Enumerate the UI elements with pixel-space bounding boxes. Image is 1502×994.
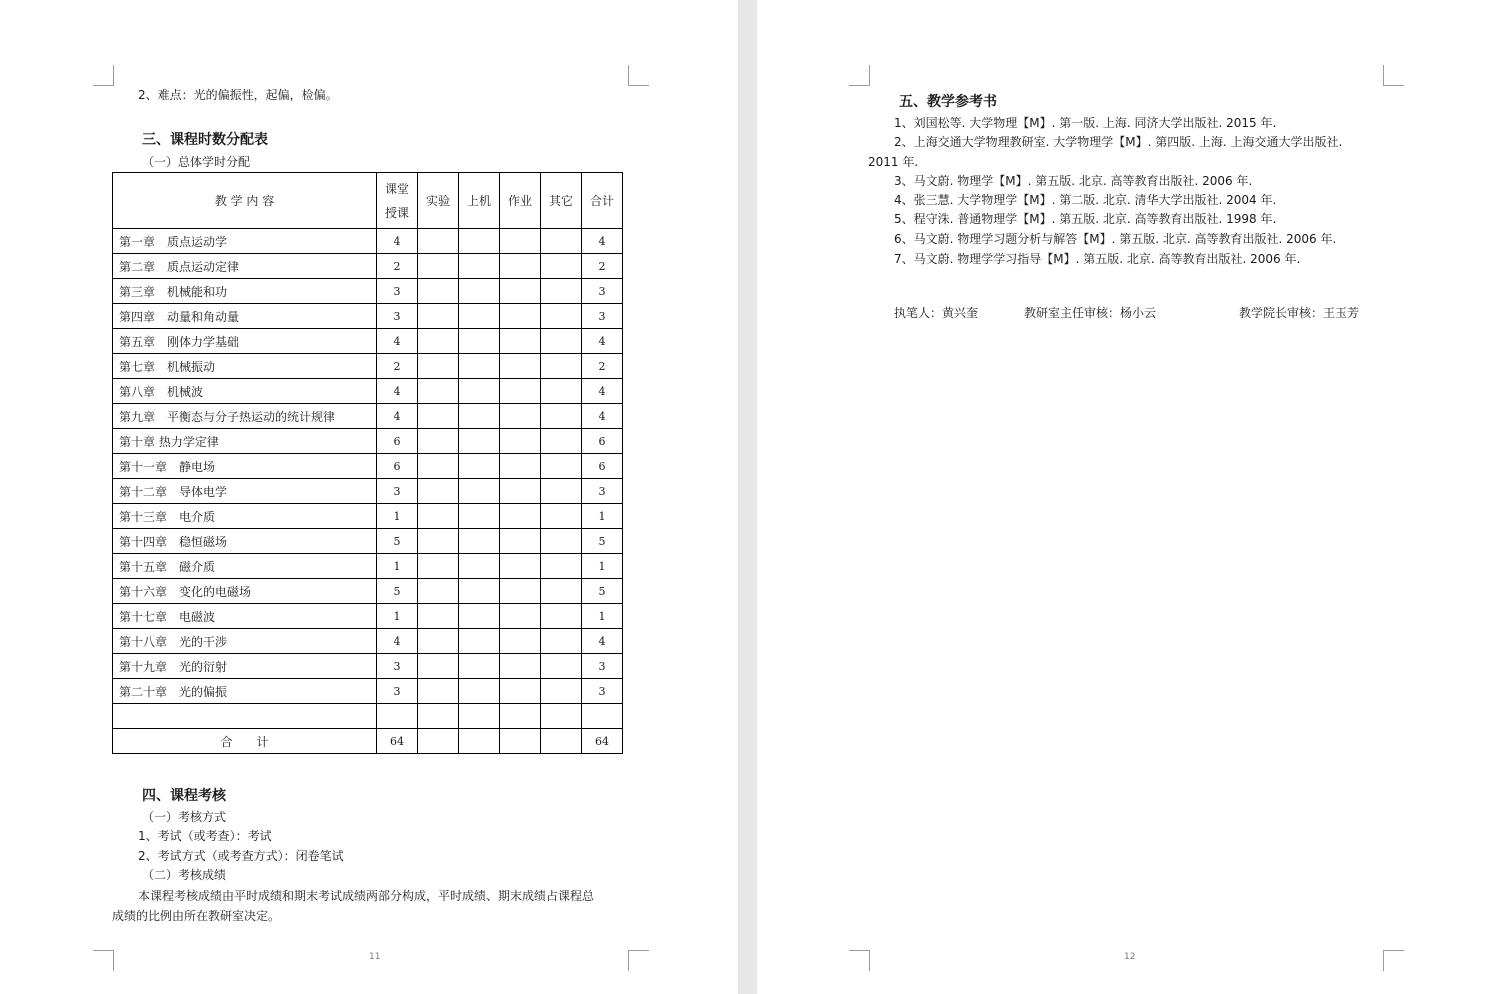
empty-cell — [541, 504, 582, 529]
empty-cell — [500, 554, 541, 579]
margin-corner-mark — [1383, 950, 1404, 971]
empty-cell — [541, 729, 582, 754]
signature-author: 执笔人：黄兴奎 — [894, 306, 979, 320]
chapter-cell: 第三章 机械能和功 — [113, 279, 377, 304]
empty-cell — [418, 604, 459, 629]
total-hours-cell: 1 — [582, 504, 623, 529]
empty-cell — [418, 429, 459, 454]
empty-cell — [418, 379, 459, 404]
total-hours-cell — [582, 704, 623, 729]
assessment-paragraph-line-1: 本课程考核成绩由平时成绩和期末考试成绩两部分构成，平时成绩、期末成绩占课程总 — [138, 889, 595, 903]
empty-cell — [459, 304, 500, 329]
document-page-12 — [757, 0, 1502, 994]
subsection-total-hours: （一）总体学时分配 — [142, 155, 251, 169]
chapter-cell: 第十八章 光的干涉 — [113, 629, 377, 654]
signature-director: 教研室主任审核：杨小云 — [1024, 306, 1157, 320]
table-header-row — [113, 173, 623, 229]
lecture-hours-cell: 3 — [377, 279, 418, 304]
empty-cell — [459, 729, 500, 754]
table-row — [113, 529, 623, 554]
empty-cell — [541, 704, 582, 729]
empty-cell — [459, 554, 500, 579]
grand-total-cell: 64 — [582, 729, 623, 754]
table-row — [113, 429, 623, 454]
table-header-cell: 实验 — [418, 173, 459, 229]
empty-cell — [459, 679, 500, 704]
chapter-cell: 第一章 质点运动学 — [113, 229, 377, 254]
chapter-cell: 第十三章 电介质 — [113, 504, 377, 529]
empty-cell — [418, 454, 459, 479]
empty-cell — [541, 679, 582, 704]
lecture-hours-cell: 6 — [377, 429, 418, 454]
subsection-assessment-grade: （二）考核成绩 — [142, 868, 227, 882]
chapter-cell: 第五章 刚体力学基础 — [113, 329, 377, 354]
empty-cell — [500, 479, 541, 504]
margin-corner-mark — [1383, 65, 1404, 86]
page-number: 11 — [369, 952, 381, 962]
empty-cell — [418, 304, 459, 329]
reference-3: 3、马文蔚. 物理学【M】. 第五版. 北京. 高等教育出版社. 2006 年. — [894, 174, 1253, 188]
table-row — [113, 304, 623, 329]
subsection-assessment-method: （一）考核方式 — [142, 810, 227, 824]
hours-allocation-table — [112, 172, 623, 754]
empty-cell — [541, 529, 582, 554]
empty-cell — [541, 454, 582, 479]
chapter-cell: 第二章 质点运动定律 — [113, 254, 377, 279]
table-header-cell: 作业 — [500, 173, 541, 229]
total-hours-cell: 3 — [582, 479, 623, 504]
empty-cell — [500, 729, 541, 754]
empty-cell — [418, 279, 459, 304]
reference-6: 6、马文蔚. 物理学习题分析与解答【M】. 第五版. 北京. 高等教育出版社. 2006 年. — [894, 232, 1337, 246]
total-hours-cell: 4 — [582, 379, 623, 404]
empty-cell — [541, 354, 582, 379]
empty-cell — [418, 554, 459, 579]
empty-cell — [500, 329, 541, 354]
total-hours-cell: 3 — [582, 679, 623, 704]
table-row — [113, 279, 623, 304]
empty-cell — [500, 529, 541, 554]
empty-cell — [459, 579, 500, 604]
table-total-row — [113, 729, 623, 754]
table-row — [113, 504, 623, 529]
empty-cell — [418, 504, 459, 529]
empty-cell — [541, 404, 582, 429]
signature-dean: 教学院长审核：王玉芳 — [1239, 306, 1360, 320]
empty-cell — [418, 729, 459, 754]
chapter-cell: 第八章 机械波 — [113, 379, 377, 404]
lecture-hours-cell — [377, 704, 418, 729]
lecture-hours-cell: 5 — [377, 579, 418, 604]
empty-cell — [500, 679, 541, 704]
empty-cell — [541, 329, 582, 354]
empty-cell — [541, 379, 582, 404]
lecture-hours-cell: 1 — [377, 554, 418, 579]
table-row — [113, 329, 623, 354]
empty-cell — [500, 429, 541, 454]
document-page-11 — [0, 0, 738, 994]
chapter-cell: 第十四章 稳恒磁场 — [113, 529, 377, 554]
total-hours-cell: 5 — [582, 529, 623, 554]
table-row — [113, 254, 623, 279]
page-number: 12 — [1124, 952, 1136, 962]
table-header-cell: 上机 — [459, 173, 500, 229]
table-row — [113, 704, 623, 729]
lecture-hours-cell: 1 — [377, 504, 418, 529]
empty-cell — [459, 454, 500, 479]
table-row — [113, 679, 623, 704]
empty-cell — [541, 429, 582, 454]
total-hours-cell: 1 — [582, 604, 623, 629]
chapter-cell: 第十九章 光的衍射 — [113, 654, 377, 679]
total-label-cell: 合 计 — [113, 729, 377, 754]
empty-cell — [541, 254, 582, 279]
margin-corner-mark — [849, 65, 870, 86]
empty-cell — [418, 579, 459, 604]
chapter-cell: 第九章 平衡态与分子热运动的统计规律 — [113, 404, 377, 429]
total-hours-cell: 4 — [582, 229, 623, 254]
empty-cell — [541, 579, 582, 604]
empty-cell — [541, 629, 582, 654]
empty-cell — [459, 379, 500, 404]
empty-cell — [459, 704, 500, 729]
table-header-cell: 教 学 内 容 — [113, 173, 377, 229]
empty-cell — [500, 504, 541, 529]
section-heading-hours: 三、课程时数分配表 — [142, 132, 268, 148]
table-row — [113, 554, 623, 579]
empty-cell — [500, 354, 541, 379]
empty-cell — [500, 404, 541, 429]
empty-cell — [459, 329, 500, 354]
total-hours-cell: 2 — [582, 254, 623, 279]
empty-cell — [541, 304, 582, 329]
total-hours-cell: 1 — [582, 554, 623, 579]
margin-corner-mark — [93, 950, 114, 971]
section-heading-references: 五、教学参考书 — [899, 94, 997, 110]
empty-cell — [541, 229, 582, 254]
empty-cell — [459, 629, 500, 654]
margin-corner-mark — [93, 65, 114, 86]
table-header-cell: 课堂 授课 — [377, 173, 418, 229]
reference-7: 7、马文蔚. 物理学学习指导【M】. 第五版. 北京. 高等教育出版社. 2006 年. — [894, 252, 1301, 266]
empty-cell — [500, 704, 541, 729]
margin-corner-mark — [628, 950, 649, 971]
empty-cell — [541, 604, 582, 629]
total-hours-cell: 6 — [582, 454, 623, 479]
chapter-cell: 第七章 机械振动 — [113, 354, 377, 379]
margin-corner-mark — [628, 65, 649, 86]
lecture-hours-cell: 3 — [377, 679, 418, 704]
table-row — [113, 579, 623, 604]
empty-cell — [418, 529, 459, 554]
chapter-cell: 第十一章 静电场 — [113, 454, 377, 479]
empty-cell — [459, 654, 500, 679]
reference-2: 2、上海交通大学物理教研室. 大学物理学【M】. 第四版. 上海. 上海交通大学出版社. — [894, 135, 1343, 149]
empty-cell — [500, 579, 541, 604]
table-row — [113, 404, 623, 429]
table-row — [113, 229, 623, 254]
table-header-cell: 其它 — [541, 173, 582, 229]
empty-cell — [500, 654, 541, 679]
total-hours-cell: 4 — [582, 404, 623, 429]
lecture-hours-cell: 4 — [377, 229, 418, 254]
chapter-cell: 第十章 热力学定律 — [113, 429, 377, 454]
empty-cell — [459, 404, 500, 429]
empty-cell — [418, 229, 459, 254]
total-hours-cell: 5 — [582, 579, 623, 604]
reference-4: 4、张三慧. 大学物理学【M】. 第二版. 北京. 清华大学出版社. 2004 年. — [894, 193, 1277, 207]
difficulty-line: 2、难点：光的偏振性，起偏，检偏。 — [138, 88, 338, 102]
chapter-cell: 第二十章 光的偏振 — [113, 679, 377, 704]
table-row — [113, 629, 623, 654]
lecture-hours-cell: 2 — [377, 254, 418, 279]
empty-cell — [418, 654, 459, 679]
empty-cell — [459, 479, 500, 504]
empty-cell — [418, 479, 459, 504]
empty-cell — [418, 354, 459, 379]
lecture-hours-cell: 4 — [377, 629, 418, 654]
total-hours-cell: 4 — [582, 629, 623, 654]
chapter-cell: 第十七章 电磁波 — [113, 604, 377, 629]
table-row — [113, 379, 623, 404]
empty-cell — [500, 454, 541, 479]
table-header-cell: 合计 — [582, 173, 623, 229]
reference-2-continued: 2011 年. — [868, 155, 919, 169]
empty-cell — [500, 229, 541, 254]
empty-cell — [459, 604, 500, 629]
chapter-cell: 第四章 动量和角动量 — [113, 304, 377, 329]
empty-cell — [418, 629, 459, 654]
lecture-hours-cell: 4 — [377, 329, 418, 354]
lecture-hours-cell: 3 — [377, 304, 418, 329]
empty-cell — [541, 554, 582, 579]
total-hours-cell: 6 — [582, 429, 623, 454]
empty-cell — [459, 254, 500, 279]
empty-cell — [459, 354, 500, 379]
empty-cell — [418, 404, 459, 429]
reference-5: 5、程守洙. 普通物理学【M】. 第五版. 北京. 高等教育出版社. 1998 年. — [894, 212, 1277, 226]
lecture-hours-cell: 4 — [377, 379, 418, 404]
lecture-hours-cell: 5 — [377, 529, 418, 554]
empty-cell — [459, 429, 500, 454]
total-lecture-cell: 64 — [377, 729, 418, 754]
empty-cell — [418, 704, 459, 729]
empty-cell — [418, 679, 459, 704]
total-hours-cell: 2 — [582, 354, 623, 379]
empty-cell — [459, 229, 500, 254]
lecture-hours-cell: 6 — [377, 454, 418, 479]
empty-cell — [459, 529, 500, 554]
empty-cell — [500, 254, 541, 279]
reference-1: 1、刘国松等. 大学物理【M】. 第一版. 上海. 同济大学出版社. 2015 年. — [894, 116, 1277, 130]
total-hours-cell: 4 — [582, 329, 623, 354]
table-row — [113, 454, 623, 479]
chapter-cell: 第十六章 变化的电磁场 — [113, 579, 377, 604]
lecture-hours-cell: 2 — [377, 354, 418, 379]
lecture-hours-cell: 1 — [377, 604, 418, 629]
chapter-cell: 第十五章 磁介质 — [113, 554, 377, 579]
empty-cell — [541, 654, 582, 679]
margin-corner-mark — [849, 950, 870, 971]
chapter-cell — [113, 704, 377, 729]
lecture-hours-cell: 3 — [377, 479, 418, 504]
empty-cell — [541, 479, 582, 504]
assessment-line-1: 1、考试（或考查）：考试 — [138, 829, 272, 843]
lecture-hours-cell: 3 — [377, 654, 418, 679]
empty-cell — [418, 254, 459, 279]
section-heading-assessment: 四、课程考核 — [142, 788, 226, 804]
total-hours-cell: 3 — [582, 279, 623, 304]
table-row — [113, 354, 623, 379]
table-row — [113, 479, 623, 504]
empty-cell — [459, 279, 500, 304]
empty-cell — [500, 304, 541, 329]
empty-cell — [500, 629, 541, 654]
lecture-hours-cell: 4 — [377, 404, 418, 429]
assessment-paragraph-line-2: 成绩的比例由所在教研室决定。 — [112, 909, 281, 923]
empty-cell — [500, 604, 541, 629]
empty-cell — [541, 279, 582, 304]
empty-cell — [500, 379, 541, 404]
total-hours-cell: 3 — [582, 304, 623, 329]
assessment-line-2: 2、考试方式（或考查方式）：闭卷笔试 — [138, 849, 344, 863]
empty-cell — [418, 329, 459, 354]
table-row — [113, 654, 623, 679]
empty-cell — [459, 504, 500, 529]
empty-cell — [500, 279, 541, 304]
total-hours-cell: 3 — [582, 654, 623, 679]
chapter-cell: 第十二章 导体电学 — [113, 479, 377, 504]
table-row — [113, 604, 623, 629]
